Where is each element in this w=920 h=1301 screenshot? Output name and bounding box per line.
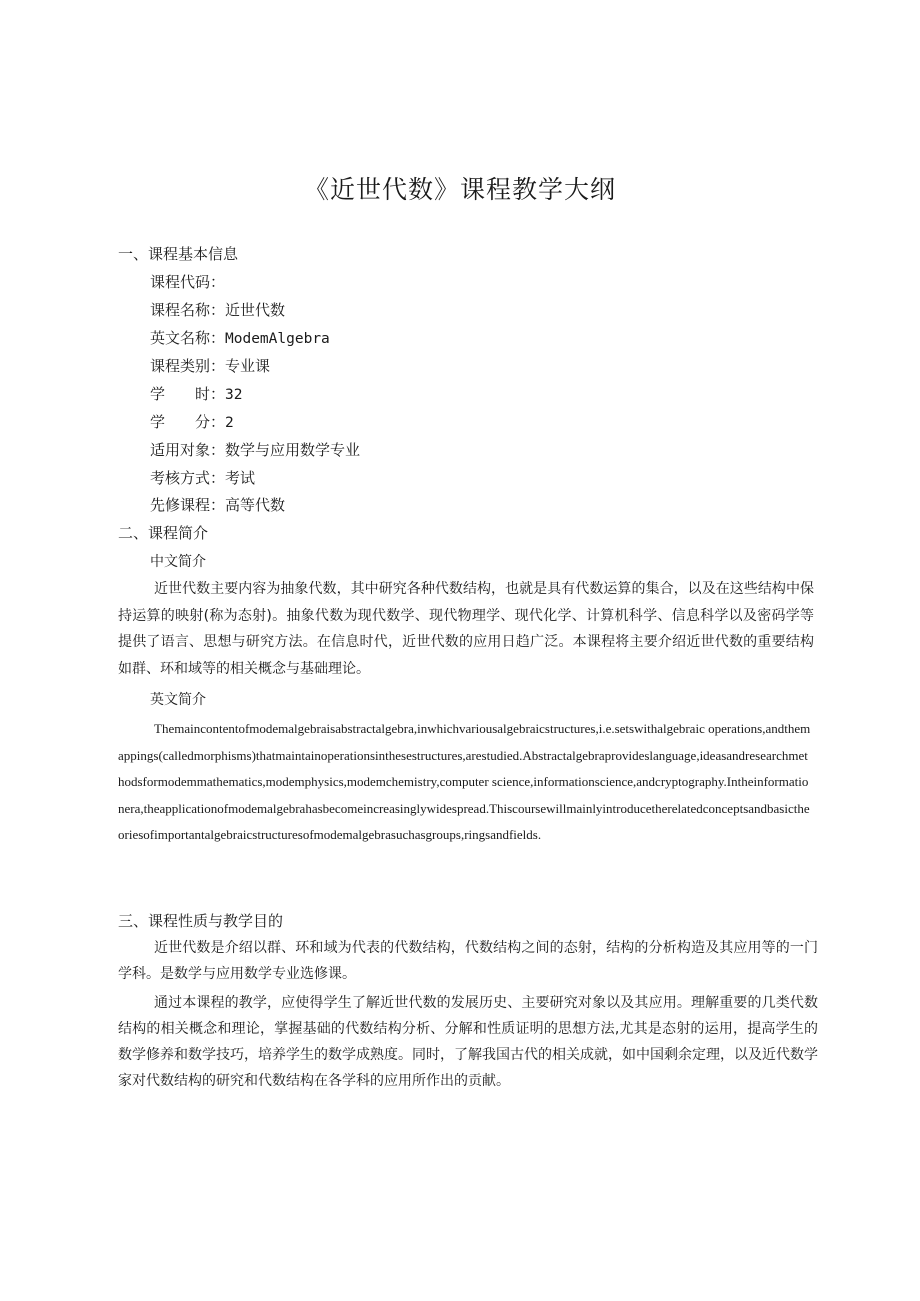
info-row-hours — [150, 384, 242, 405]
info-value: 考试 — [225, 469, 256, 487]
info-value: 近世代数 — [225, 301, 286, 319]
info-label: 课程代码： — [150, 273, 226, 291]
section-heading-introduction: 二、课程简介 — [118, 524, 209, 542]
info-value: 专业课 — [225, 357, 271, 375]
info-label: 先修课程： — [150, 496, 226, 514]
info-row-assessment — [150, 468, 255, 488]
page-title: 《近世代数》课程教学大纲 — [303, 175, 616, 204]
info-label: 课程类别： — [150, 357, 226, 375]
info-row-course-name — [150, 300, 285, 320]
info-row-credits — [150, 412, 234, 433]
chinese-intro-text: 近世代数主要内容为抽象代数，其中研究各种代数结构，也就是具有代数运算的集合，以及在这些结构中保持运算的映射(称为态射)。抽象代数为现代数学、现代物理学、现代化学、计算机科学、信息科学以及密码学等提供了语言、思想与研究方法。在信息时代，近世代数的应用日趋广泛。本课程将主要介绍近世代数的重要结构如群、环和域等的相关概念与基础理论。 — [118, 581, 814, 677]
subheading-chinese-intro: 中文简介 — [150, 554, 206, 570]
info-row-english-name — [150, 328, 330, 349]
subheading-english-intro: 英文简介 — [150, 692, 206, 708]
section-heading-nature-purpose: 三、课程性质与教学目的 — [118, 912, 284, 930]
info-label: 课程名称： — [150, 301, 226, 319]
purpose-paragraph: 通过本课程的教学，应使得学生了解近世代数的发展历史、主要研究对象以及其应用。理解重要的几类代数结构的相关概念和理论，掌握基础的代数结构分析、分解和性质证明的思想方法,尤其是态射的运用，提高学生的数学修养和数学技巧，培养学生的数学成熟度。同时，了解我国古代的相关成就，如中国剩余定理，以及近代数学家对代数结构的研究和代数结构在各学科的应用所作出的贡献。 — [118, 995, 818, 1089]
info-value: 高等代数 — [225, 496, 286, 514]
info-row-course-code — [150, 272, 225, 292]
info-label: 考核方式： — [150, 469, 226, 487]
info-label: 英文名称： — [150, 329, 226, 347]
info-value: 数学与应用数学专业 — [225, 441, 361, 459]
info-row-prerequisite — [150, 495, 285, 515]
info-value: 32 — [225, 387, 243, 403]
info-row-target — [150, 440, 360, 460]
info-value: 2 — [225, 415, 234, 431]
info-label: 学 分： — [150, 413, 226, 431]
info-value: ModemAlgebra — [225, 331, 330, 347]
english-intro-text: Themaincontentofmodemalgebraisabstractalgebra,inwhichvariousalgebraicstructures,i.e.setswithalgebraic operations,andthemappings(calledmorphisms)thatmaintainoperationsinthesestructures,arestudied.Abstractalgebraprovideslanguage,ideasandresearchmethodsformodemmathematics,modemphysics,modemchemistry,computer science,informationscience,andcryptography.Intheinformationera,theapplicationofmodemalgebrahasbecomeincreasinglywidespread.Thiscoursewillmainlyintroducetherelatedconceptsandbasictheoriesofimportantalgebraicstructuresofmodemalgebrasuchasgroups,ringsandfields. — [118, 721, 811, 842]
nature-paragraph: 近世代数是介绍以群、环和域为代表的代数结构，代数结构之间的态射，结构的分析构造及其应用等的一门学科。是数学与应用数学专业选修课。 — [118, 940, 818, 982]
info-label: 学 时： — [150, 385, 226, 403]
info-row-category — [150, 356, 270, 376]
section-heading-basic-info: 一、课程基本信息 — [118, 245, 239, 263]
info-label: 适用对象： — [150, 441, 226, 459]
